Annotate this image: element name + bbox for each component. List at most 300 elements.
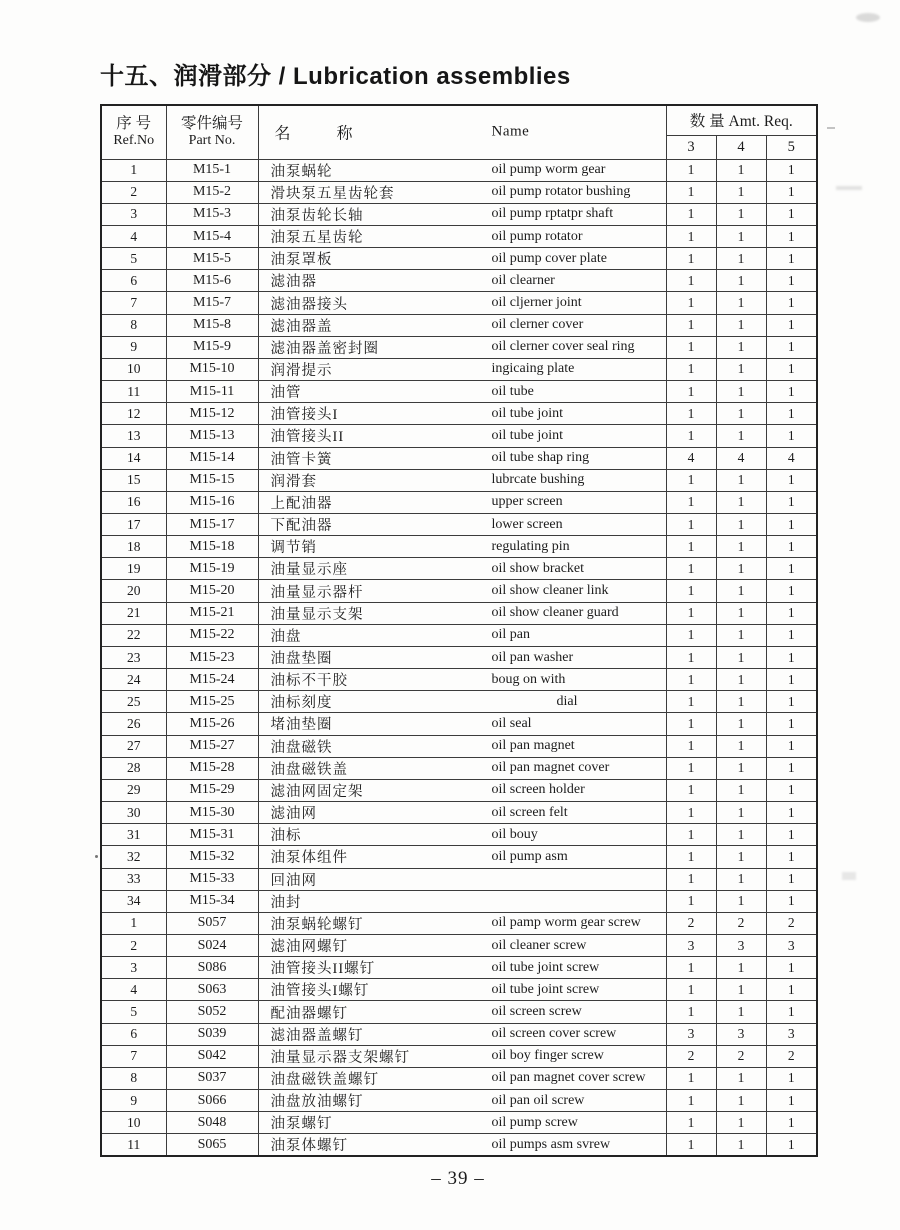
part-name-en: oil seal: [491, 715, 532, 731]
part-no-cell: S086: [166, 957, 258, 979]
qty-5-cell: 1: [766, 203, 817, 225]
qty-4-cell: 1: [716, 181, 766, 203]
qty-5-cell: 1: [766, 292, 817, 314]
name-cell: [258, 868, 666, 890]
qty-5-cell: 1: [766, 957, 817, 979]
part-no-cell: S052: [166, 1001, 258, 1023]
part-name-en: oil pan magnet cover: [491, 760, 610, 776]
qty-5-cell: 1: [766, 624, 817, 646]
part-no-cell: M15-25: [166, 691, 258, 713]
qty-3-cell: 1: [666, 757, 716, 779]
ref-no-cell: 9: [101, 1090, 166, 1112]
qty-3-cell: 1: [666, 957, 716, 979]
qty-4-cell: 1: [716, 314, 766, 336]
ref-no-cell: 21: [101, 602, 166, 624]
ref-no-cell: 34: [101, 890, 166, 912]
part-name-cn: 油量显示器杆: [270, 584, 364, 601]
table-row: [101, 868, 817, 890]
ref-no-cell: 18: [101, 536, 166, 558]
ref-no-cell: 30: [101, 802, 166, 824]
qty-4-cell: 1: [716, 159, 766, 181]
col-header-amt-4: 4: [716, 135, 766, 159]
qty-5-cell: 1: [766, 802, 817, 824]
part-name-cn: 油盘磁铁盖: [270, 761, 348, 778]
table-row: [101, 314, 817, 336]
qty-3-cell: 4: [666, 447, 716, 469]
part-no-cell: M15-12: [166, 403, 258, 425]
part-no-cell: M15-1: [166, 159, 258, 181]
table-row: [101, 1045, 817, 1067]
part-name-en: oil clearner: [491, 272, 555, 288]
part-name-cn: 油泵螺钉: [270, 1116, 333, 1133]
name-cell: [258, 846, 666, 868]
ref-no-cell: 3: [101, 203, 166, 225]
qty-4-cell: 4: [716, 447, 766, 469]
qty-5-cell: 1: [766, 469, 817, 491]
part-no-cell: M15-9: [166, 336, 258, 358]
qty-3-cell: 1: [666, 1001, 716, 1023]
part-name-en: oil pumps asm svrew: [491, 1136, 611, 1152]
part-name-cn: 油泵齿轮长轴: [270, 207, 364, 224]
part-no-cell: S057: [166, 912, 258, 934]
part-no-cell: M15-3: [166, 203, 258, 225]
table-row: [101, 248, 817, 270]
qty-4-cell: 1: [716, 292, 766, 314]
qty-5-cell: 1: [766, 602, 817, 624]
part-no-cell: M15-11: [166, 381, 258, 403]
qty-5-cell: 1: [766, 381, 817, 403]
part-name-cn: 油泵五星齿轮: [270, 230, 364, 247]
part-name-cn: 润滑提示: [270, 362, 333, 379]
qty-4-cell: 1: [716, 580, 766, 602]
qty-4-cell: 1: [716, 1134, 766, 1157]
qty-4-cell: 1: [716, 203, 766, 225]
name-cell: [258, 381, 666, 403]
part-name-en: oil show cleaner guard: [491, 605, 619, 621]
part-name-en: oil pump rptatpr shaft: [491, 206, 614, 222]
qty-3-cell: 1: [666, 1090, 716, 1112]
table-row: [101, 580, 817, 602]
part-name-cn: 油量显示支架: [270, 606, 364, 623]
qty-4-cell: 1: [716, 514, 766, 536]
qty-3-cell: 1: [666, 779, 716, 801]
ref-no-cell: 9: [101, 336, 166, 358]
part-name-en: ingicaing plate: [491, 361, 575, 377]
qty-3-cell: 1: [666, 580, 716, 602]
name-cell: [258, 979, 666, 1001]
col-header-ref-no-cn: 序 号: [116, 114, 152, 132]
ref-no-cell: 16: [101, 491, 166, 513]
part-no-cell: M15-20: [166, 580, 258, 602]
name-cell: [258, 890, 666, 912]
name-cell: [258, 1112, 666, 1134]
part-no-cell: M15-18: [166, 536, 258, 558]
table-row: [101, 735, 817, 757]
qty-4-cell: 1: [716, 824, 766, 846]
part-name-en: oil screen screw: [491, 1004, 582, 1020]
qty-3-cell: 1: [666, 713, 716, 735]
ref-no-cell: 10: [101, 358, 166, 380]
part-name-cn: 油泵蜗轮: [270, 163, 333, 180]
qty-4-cell: 1: [716, 713, 766, 735]
scan-artifact: [827, 127, 835, 129]
table-row: [101, 447, 817, 469]
part-name-cn: 滑块泵五星齿轮套: [270, 185, 395, 202]
part-no-cell: M15-8: [166, 314, 258, 336]
col-header-part-no-cn: 零件编号: [180, 114, 243, 132]
qty-3-cell: 1: [666, 646, 716, 668]
qty-4-cell: 1: [716, 669, 766, 691]
qty-3-cell: 1: [666, 225, 716, 247]
qty-5-cell: 1: [766, 358, 817, 380]
part-no-cell: M15-6: [166, 270, 258, 292]
qty-5-cell: 1: [766, 403, 817, 425]
part-name-cn: 滤油器盖螺钉: [270, 1027, 364, 1044]
table-row: [101, 381, 817, 403]
table-row: [101, 802, 817, 824]
table-row: [101, 1134, 817, 1157]
qty-4-cell: 1: [716, 381, 766, 403]
qty-5-cell: 1: [766, 868, 817, 890]
part-name-en: oil screen holder: [491, 782, 585, 798]
part-name-cn: 堵油垫圈: [270, 717, 333, 734]
part-name-cn: 油封: [270, 894, 302, 911]
part-no-cell: M15-5: [166, 248, 258, 270]
name-cell: [258, 270, 666, 292]
table-row: [101, 1023, 817, 1045]
col-header-amt-3: 3: [666, 135, 716, 159]
ref-no-cell: 11: [101, 1134, 166, 1157]
part-name-en: regulating pin: [491, 538, 570, 554]
table-row: [101, 1001, 817, 1023]
table-row: [101, 181, 817, 203]
part-name-en: oil screen cover screw: [491, 1026, 617, 1042]
part-name-cn: 配油器螺钉: [270, 1005, 348, 1022]
col-header-amount: 数 量 Amt. Req.: [666, 105, 817, 135]
ref-no-cell: 2: [101, 181, 166, 203]
qty-4-cell: 1: [716, 757, 766, 779]
qty-5-cell: 1: [766, 314, 817, 336]
qty-5-cell: 1: [766, 514, 817, 536]
qty-3-cell: 1: [666, 1067, 716, 1089]
ref-no-cell: 24: [101, 669, 166, 691]
qty-4-cell: 1: [716, 890, 766, 912]
qty-3-cell: 1: [666, 514, 716, 536]
part-name-en: oil pamp worm gear screw: [491, 915, 641, 931]
qty-3-cell: 2: [666, 1045, 716, 1067]
qty-5-cell: 1: [766, 846, 817, 868]
ref-no-cell: 25: [101, 691, 166, 713]
qty-3-cell: 1: [666, 248, 716, 270]
qty-4-cell: 1: [716, 979, 766, 1001]
qty-5-cell: 1: [766, 735, 817, 757]
qty-3-cell: 1: [666, 890, 716, 912]
part-no-cell: M15-24: [166, 669, 258, 691]
name-cell: [258, 1045, 666, 1067]
name-cell: [258, 713, 666, 735]
qty-4-cell: 1: [716, 868, 766, 890]
part-name-cn: 油管: [270, 385, 302, 402]
name-cell: [258, 779, 666, 801]
ref-no-cell: 32: [101, 846, 166, 868]
qty-3-cell: 3: [666, 934, 716, 956]
part-name-en: oil tube joint: [491, 427, 564, 443]
name-cell: [258, 1134, 666, 1157]
part-name-en: oil pump cover plate: [491, 250, 607, 266]
qty-4-cell: 1: [716, 425, 766, 447]
name-cell: [258, 514, 666, 536]
ref-no-cell: 10: [101, 1112, 166, 1134]
qty-5-cell: 1: [766, 890, 817, 912]
qty-4-cell: 1: [716, 602, 766, 624]
qty-4-cell: 3: [716, 934, 766, 956]
qty-3-cell: 1: [666, 735, 716, 757]
ref-no-cell: 19: [101, 558, 166, 580]
part-no-cell: M15-30: [166, 802, 258, 824]
table-row: [101, 403, 817, 425]
qty-5-cell: 1: [766, 159, 817, 181]
ref-no-cell: 4: [101, 979, 166, 1001]
qty-3-cell: 1: [666, 602, 716, 624]
ref-no-cell: 33: [101, 868, 166, 890]
qty-5-cell: 1: [766, 181, 817, 203]
qty-5-cell: 1: [766, 425, 817, 447]
table-row: [101, 646, 817, 668]
name-cell: [258, 735, 666, 757]
part-name-cn: 油盘放油螺钉: [270, 1094, 364, 1111]
qty-4-cell: 1: [716, 1112, 766, 1134]
part-name-en: oil show bracket: [491, 560, 585, 576]
table-row: [101, 469, 817, 491]
part-name-en: oil boy finger screw: [491, 1048, 604, 1064]
part-name-en: oil pan magnet cover screw: [491, 1070, 646, 1086]
qty-4-cell: 1: [716, 646, 766, 668]
name-cell: [258, 358, 666, 380]
ref-no-cell: 2: [101, 934, 166, 956]
qty-4-cell: 1: [716, 1067, 766, 1089]
table-row: [101, 846, 817, 868]
qty-5-cell: 1: [766, 336, 817, 358]
part-name-en: oil tube: [491, 383, 534, 399]
table-row: [101, 934, 817, 956]
part-name-en: oil pump rotator bushing: [491, 184, 631, 200]
ref-no-cell: 27: [101, 735, 166, 757]
part-name-cn: 油标: [270, 828, 302, 845]
part-name-en: lubrcate bushing: [491, 472, 585, 488]
part-no-cell: M15-4: [166, 225, 258, 247]
qty-3-cell: 1: [666, 403, 716, 425]
part-name-en: oil cleaner screw: [491, 937, 587, 953]
part-no-cell: M15-28: [166, 757, 258, 779]
table-row: [101, 979, 817, 1001]
part-name-cn: 油管接头II: [270, 429, 345, 446]
name-cell: [258, 159, 666, 181]
ref-no-cell: 7: [101, 1045, 166, 1067]
table-body: [101, 159, 817, 1156]
part-name-cn: 油盘磁铁盖螺钉: [270, 1071, 379, 1088]
qty-5-cell: 2: [766, 1045, 817, 1067]
page-number: – 39 –: [431, 1168, 485, 1189]
qty-5-cell: 1: [766, 1067, 817, 1089]
part-name-en: oil tube joint screw: [491, 981, 600, 997]
qty-5-cell: 1: [766, 536, 817, 558]
part-name-en: oil cljerner joint: [491, 295, 582, 311]
qty-4-cell: 1: [716, 491, 766, 513]
ref-no-cell: 8: [101, 314, 166, 336]
scan-artifact: [836, 186, 862, 190]
ref-no-cell: 23: [101, 646, 166, 668]
scan-artifact: [856, 13, 880, 22]
qty-3-cell: 1: [666, 491, 716, 513]
scan-artifact: [842, 872, 856, 880]
part-no-cell: S037: [166, 1067, 258, 1089]
part-name-cn: 油标不干胶: [270, 673, 348, 690]
name-cell: [258, 1090, 666, 1112]
name-cell: [258, 912, 666, 934]
qty-4-cell: 1: [716, 846, 766, 868]
table-row: [101, 779, 817, 801]
qty-5-cell: 1: [766, 979, 817, 1001]
table-row: [101, 624, 817, 646]
ref-no-cell: 4: [101, 225, 166, 247]
qty-3-cell: 1: [666, 336, 716, 358]
qty-4-cell: 1: [716, 735, 766, 757]
part-name-en: dial: [556, 693, 578, 709]
qty-3-cell: 1: [666, 824, 716, 846]
qty-5-cell: 2: [766, 912, 817, 934]
part-no-cell: M15-16: [166, 491, 258, 513]
qty-5-cell: 1: [766, 558, 817, 580]
part-no-cell: M15-21: [166, 602, 258, 624]
name-cell: [258, 802, 666, 824]
ref-no-cell: 1: [101, 159, 166, 181]
part-no-cell: M15-34: [166, 890, 258, 912]
part-no-cell: M15-13: [166, 425, 258, 447]
qty-3-cell: 2: [666, 912, 716, 934]
ref-no-cell: 15: [101, 469, 166, 491]
ref-no-cell: 13: [101, 425, 166, 447]
col-header-name: [258, 105, 666, 159]
table-row: [101, 912, 817, 934]
name-cell: [258, 336, 666, 358]
table-row: [101, 824, 817, 846]
table-row: [101, 890, 817, 912]
qty-3-cell: 1: [666, 624, 716, 646]
name-cell: [258, 1067, 666, 1089]
part-name-cn: 滤油器盖密封圈: [270, 340, 379, 357]
qty-3-cell: 1: [666, 979, 716, 1001]
col-header-part-no: [166, 105, 258, 159]
qty-3-cell: 1: [666, 669, 716, 691]
table-row: [101, 336, 817, 358]
qty-5-cell: 1: [766, 580, 817, 602]
part-name-cn: 滤油网螺钉: [270, 939, 348, 956]
part-name-en: oil show cleaner link: [491, 583, 609, 599]
name-cell: [258, 225, 666, 247]
part-name-cn: 回油网: [270, 872, 317, 889]
part-name-en: oil screen felt: [491, 804, 568, 820]
part-no-cell: M15-26: [166, 713, 258, 735]
part-no-cell: M15-22: [166, 624, 258, 646]
part-name-en: boug on with: [491, 671, 566, 687]
part-no-cell: S024: [166, 934, 258, 956]
qty-4-cell: 1: [716, 624, 766, 646]
qty-4-cell: 1: [716, 225, 766, 247]
qty-5-cell: 1: [766, 1134, 817, 1157]
table-row: [101, 270, 817, 292]
part-name-cn: 油管接头I: [270, 407, 339, 424]
table-row: [101, 757, 817, 779]
ref-no-cell: 8: [101, 1067, 166, 1089]
table-row: [101, 602, 817, 624]
qty-5-cell: 4: [766, 447, 817, 469]
part-no-cell: M15-23: [166, 646, 258, 668]
table-row: [101, 558, 817, 580]
table-row: [101, 514, 817, 536]
table-row: [101, 669, 817, 691]
qty-5-cell: 1: [766, 779, 817, 801]
part-no-cell: M15-7: [166, 292, 258, 314]
ref-no-cell: 17: [101, 514, 166, 536]
name-cell: [258, 824, 666, 846]
qty-5-cell: 1: [766, 491, 817, 513]
qty-3-cell: 1: [666, 846, 716, 868]
table-row: [101, 425, 817, 447]
qty-3-cell: 1: [666, 691, 716, 713]
table-header: [101, 105, 817, 159]
table-row: [101, 203, 817, 225]
name-cell: [258, 469, 666, 491]
qty-3-cell: 1: [666, 381, 716, 403]
qty-5-cell: 1: [766, 225, 817, 247]
part-name-cn: 油管接头I螺钉: [270, 983, 370, 1000]
ref-no-cell: 31: [101, 824, 166, 846]
name-cell: [258, 957, 666, 979]
qty-3-cell: 1: [666, 802, 716, 824]
part-no-cell: M15-27: [166, 735, 258, 757]
name-cell: [258, 403, 666, 425]
col-header-part-no-en: Part No.: [188, 133, 236, 149]
qty-4-cell: 1: [716, 358, 766, 380]
qty-4-cell: 1: [716, 802, 766, 824]
part-no-cell: M15-17: [166, 514, 258, 536]
qty-5-cell: 1: [766, 270, 817, 292]
part-name-cn: 滤油网: [270, 806, 317, 823]
table-row: [101, 159, 817, 181]
part-name-en: oil pump asm: [491, 848, 568, 864]
ref-no-cell: 11: [101, 381, 166, 403]
qty-4-cell: 1: [716, 403, 766, 425]
qty-3-cell: 1: [666, 868, 716, 890]
part-name-en: oil pan oil screw: [491, 1092, 585, 1108]
qty-5-cell: 1: [766, 1001, 817, 1023]
ref-no-cell: 1: [101, 912, 166, 934]
qty-3-cell: 1: [666, 181, 716, 203]
ref-no-cell: 22: [101, 624, 166, 646]
part-name-cn: 下配油器: [270, 518, 333, 535]
part-no-cell: M15-19: [166, 558, 258, 580]
part-name-cn: 上配油器: [270, 495, 333, 512]
table-row: [101, 1090, 817, 1112]
ref-no-cell: 6: [101, 270, 166, 292]
qty-5-cell: 1: [766, 691, 817, 713]
qty-3-cell: 1: [666, 270, 716, 292]
part-name-cn: 油泵体螺钉: [270, 1138, 348, 1155]
name-cell: [258, 536, 666, 558]
qty-4-cell: 2: [716, 1045, 766, 1067]
part-name-en: oil pump screw: [491, 1114, 578, 1130]
ref-no-cell: 26: [101, 713, 166, 735]
